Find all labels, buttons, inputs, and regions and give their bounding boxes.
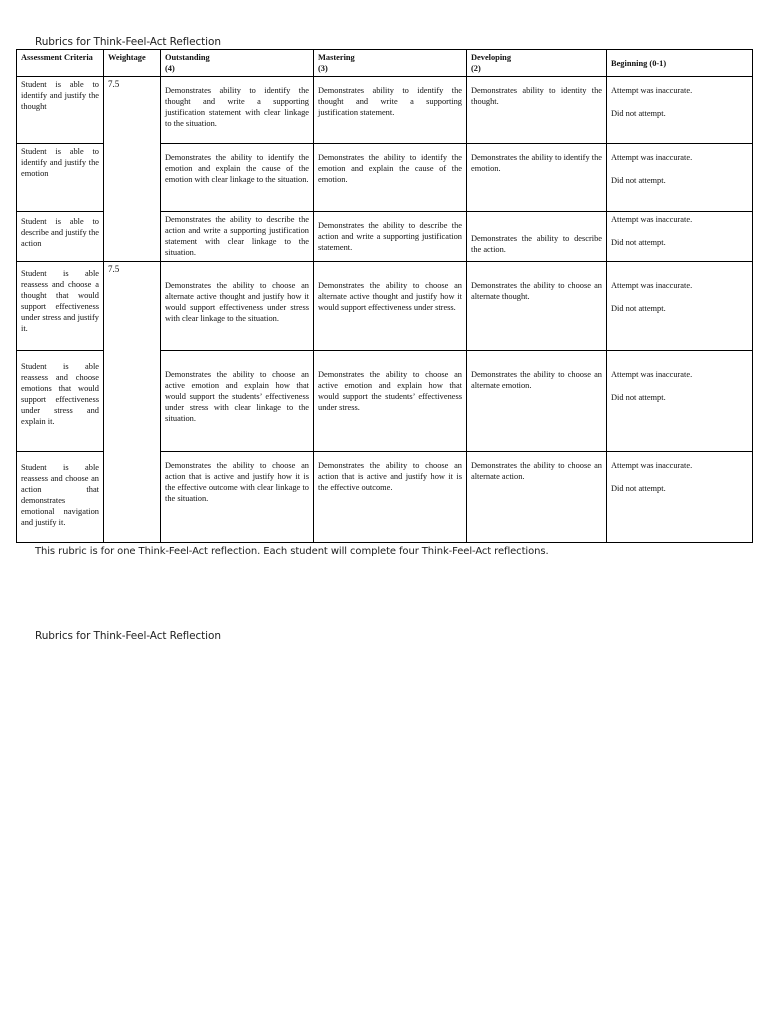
outstanding-cell: Demonstrates the ability to identify the emotion and explain the cause of the emotion with clear linkage to the situation. xyxy=(161,144,314,212)
document-title: Rubrics for Think-Feel-Act Reflection xyxy=(35,36,221,48)
header-developing: Developing (2) xyxy=(467,50,607,77)
criteria-cell: Student is able reassess and choose emotions that would support effectiveness under stress and explain it. xyxy=(17,350,104,451)
header-outstanding: Outstanding (4) xyxy=(161,50,314,77)
header-mastering: Mastering (3) xyxy=(314,50,467,77)
document-title-repeat: Rubrics for Think-Feel-Act Reflection xyxy=(35,630,221,642)
developing-cell: Demonstrates the ability to choose an alternate thought. xyxy=(467,261,607,350)
beginning-cell: Attempt was inaccurate. Did not attempt. xyxy=(607,212,753,261)
beginning-cell: Attempt was inaccurate. Did not attempt. xyxy=(607,144,753,212)
criteria-cell: Student is able reassess and choose a thought that would support effectiveness under stress and justify it. xyxy=(17,261,104,350)
table-row xyxy=(17,77,753,144)
beginning-cell: Attempt was inaccurate. Did not attempt. xyxy=(607,77,753,144)
developing-cell: Demonstrates the ability to choose an alternate action. xyxy=(467,451,607,542)
outstanding-cell: Demonstrates the ability to describe the action and write a supporting justification statement with clear linkage to the situation. xyxy=(161,212,314,261)
beginning-cell: Attempt was inaccurate. Did not attempt. xyxy=(607,451,753,542)
rubric-note: This rubric is for one Think-Feel-Act reflection. Each student will complete four Think-Feel-Act reflections. xyxy=(35,546,549,557)
header-row xyxy=(17,50,753,77)
mastering-cell: Demonstrates the ability to describe the action and write a supporting justification statement. xyxy=(314,212,467,261)
outstanding-cell: Demonstrates the ability to choose an action that is active and justify how it is the effective outcome with clear linkage to the situation. xyxy=(161,451,314,542)
mastering-cell: Demonstrates the ability to identify the emotion and explain the cause of the emotion. xyxy=(314,144,467,212)
criteria-cell: Student is able to identify and justify the thought xyxy=(17,77,104,144)
outstanding-cell: Demonstrates the ability to choose an alternate active thought and justify how it would support effectiveness under stress with clear linkage to the situation. xyxy=(161,261,314,350)
beginning-cell: Attempt was inaccurate. Did not attempt. xyxy=(607,350,753,451)
mastering-cell: Demonstrates ability to identify the thought and write a supporting justification statement. xyxy=(314,77,467,144)
developing-cell: Demonstrates the ability to describe the action. xyxy=(467,212,607,261)
header-weightage: Weightage xyxy=(104,50,161,77)
criteria-cell: Student is able reassess and choose an action that demonstrates emotional navigation and justify it. xyxy=(17,451,104,542)
criteria-cell: Student is able to describe and justify the action xyxy=(17,212,104,261)
table-row xyxy=(17,261,753,350)
developing-cell: Demonstrates ability to identity the thought. xyxy=(467,77,607,144)
criteria-cell: Student is able to identify and justify the emotion xyxy=(17,144,104,212)
header-criteria: Assessment Criteria xyxy=(17,50,104,77)
developing-cell: Demonstrates the ability to identify the emotion. xyxy=(467,144,607,212)
rubric-table xyxy=(16,49,753,543)
mastering-cell: Demonstrates the ability to choose an alternate active thought and justify how it would support effectiveness under stress. xyxy=(314,261,467,350)
mastering-cell: Demonstrates the ability to choose an action that is active and justify how it is the effective outcome. xyxy=(314,451,467,542)
weightage-cell: 7.5 xyxy=(104,261,161,542)
developing-cell: Demonstrates the ability to choose an alternate emotion. xyxy=(467,350,607,451)
header-beginning: Beginning (0-1) xyxy=(607,50,753,77)
outstanding-cell: Demonstrates ability to identify the thought and write a supporting justification statement with clear linkage to the situation. xyxy=(161,77,314,144)
beginning-cell: Attempt was inaccurate. Did not attempt. xyxy=(607,261,753,350)
mastering-cell: Demonstrates the ability to choose an active emotion and explain how that would support the students’ effectiveness under stress. xyxy=(314,350,467,451)
outstanding-cell: Demonstrates the ability to choose an active emotion and explain how that would support the students’ effectiveness under stress with clear linkage to the situation. xyxy=(161,350,314,451)
weightage-cell: 7.5 xyxy=(104,77,161,261)
